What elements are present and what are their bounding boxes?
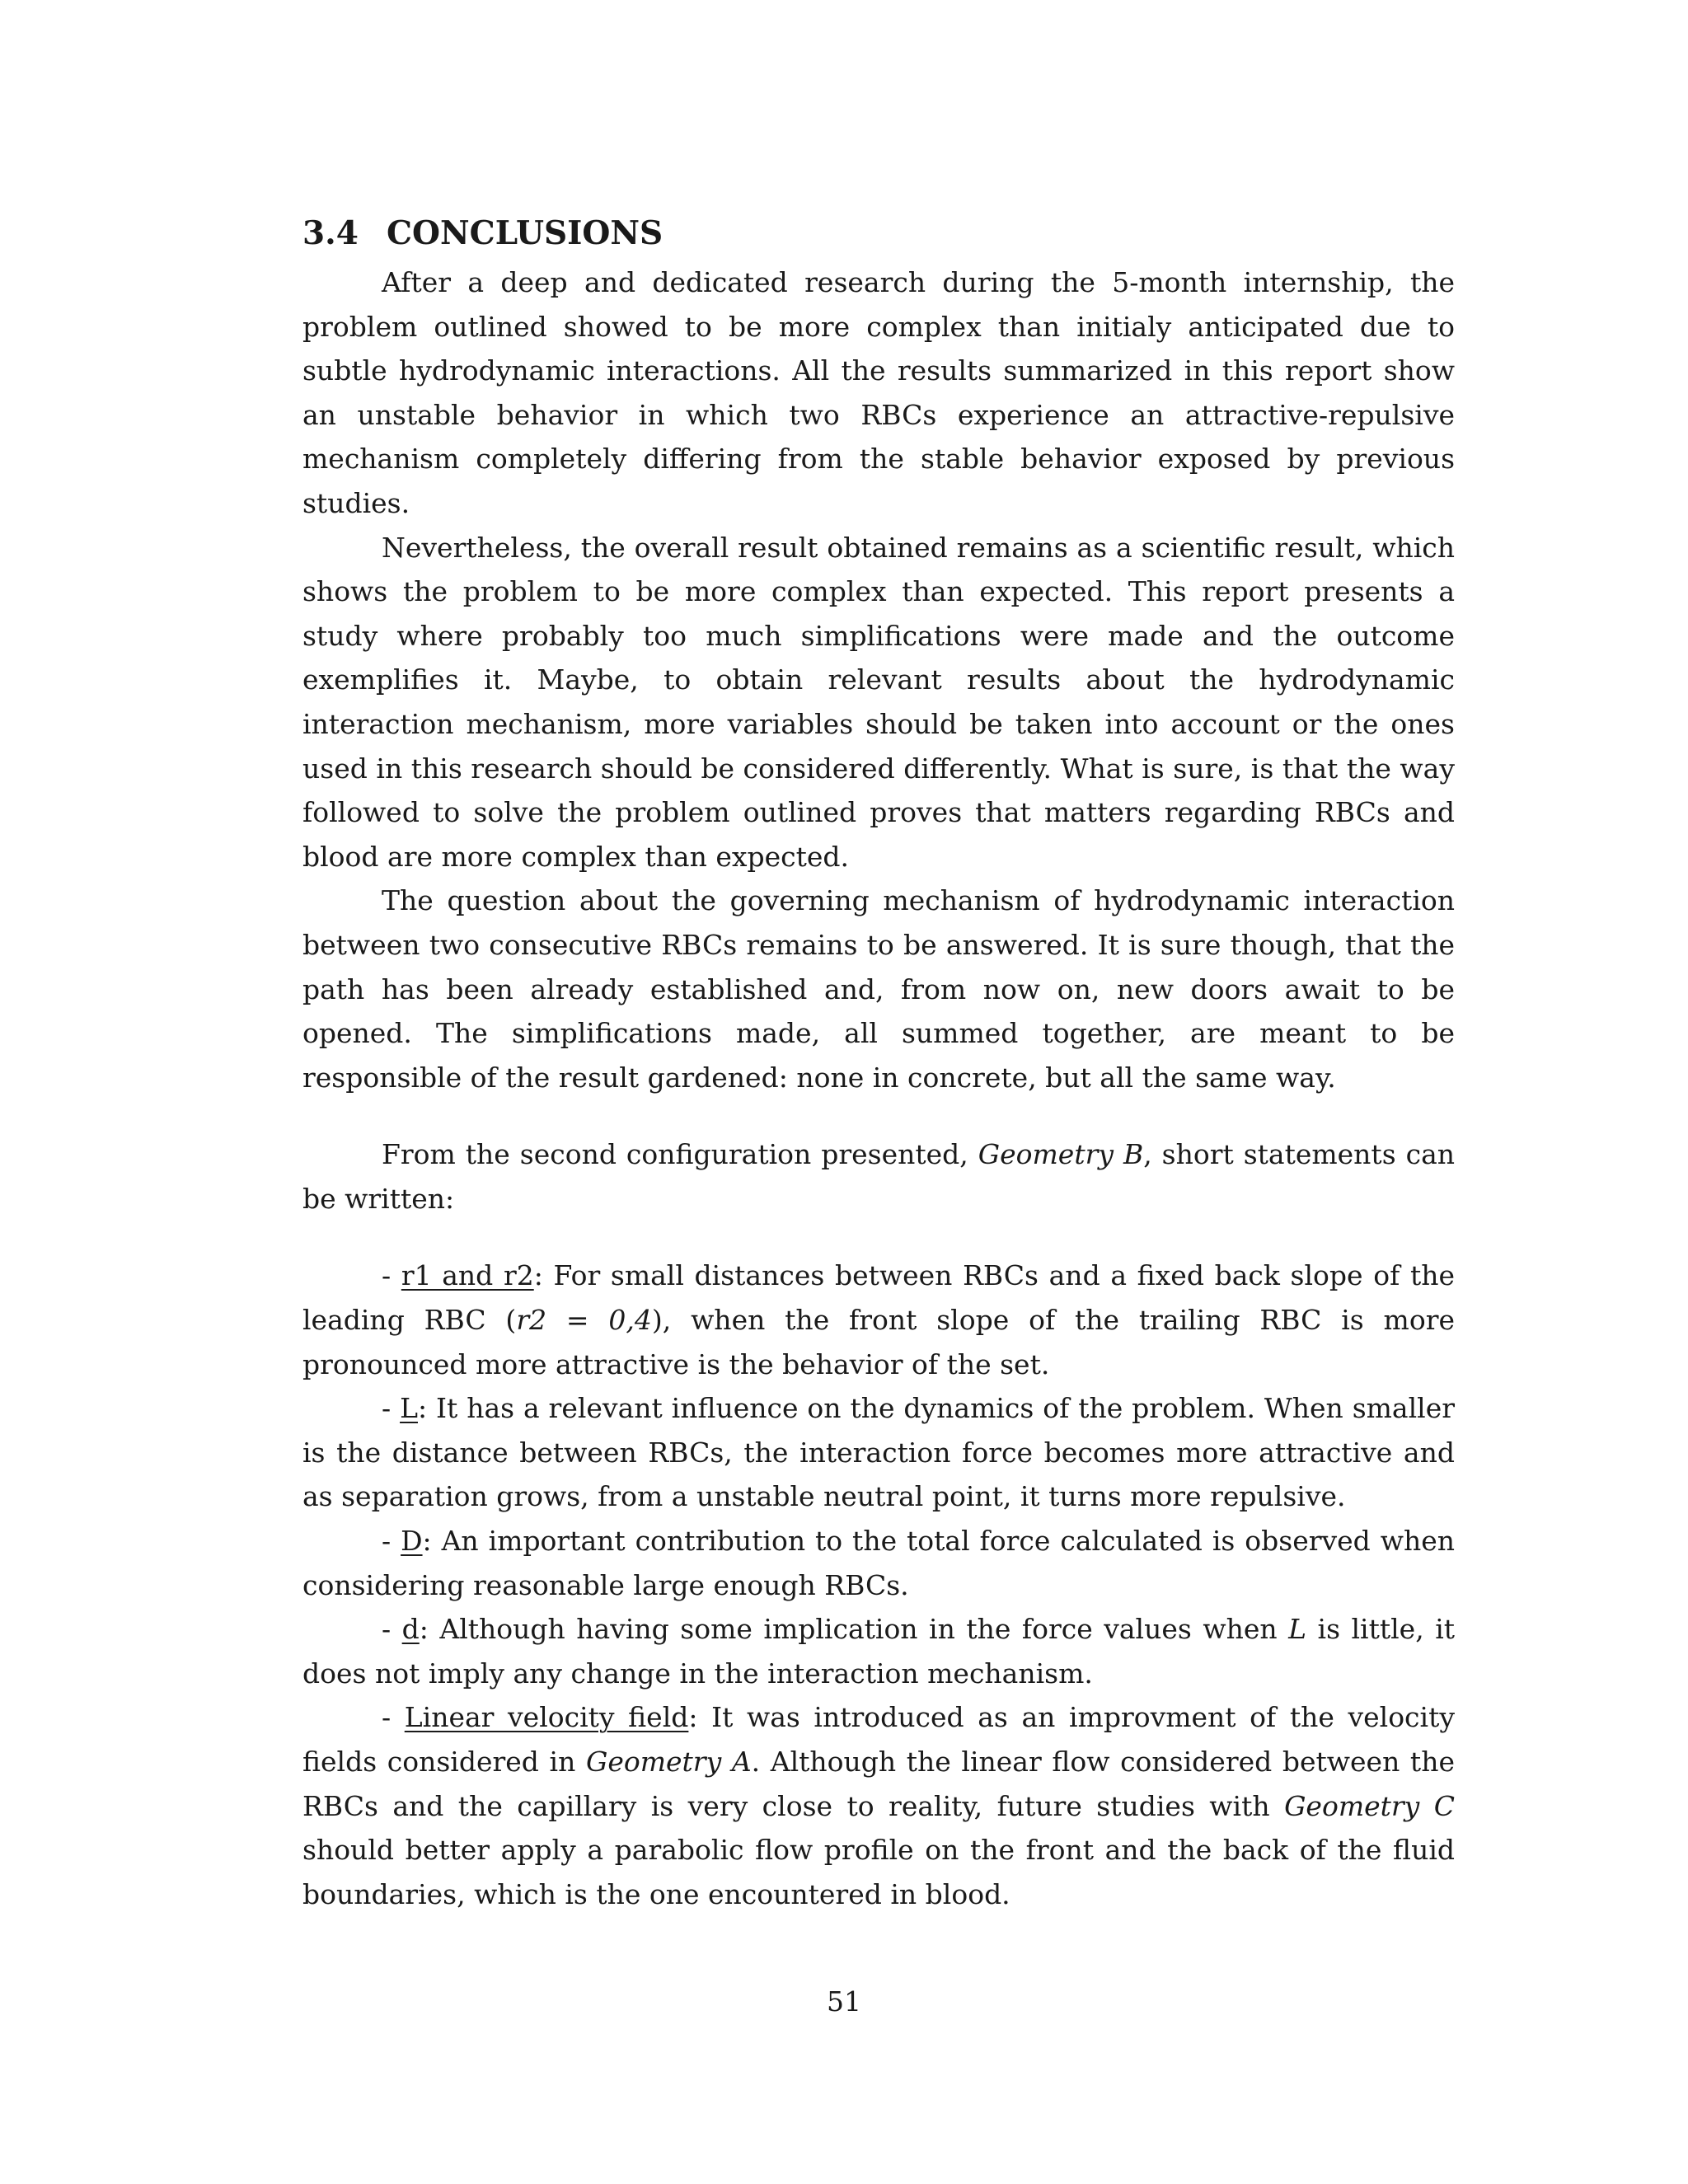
- item-dash: -: [382, 1392, 401, 1425]
- item-text: . Although the linear flow considered between the RBCs and the capillary is very close to reality, future studies with: [302, 1746, 1455, 1822]
- item-label: L: [400, 1392, 418, 1425]
- intro-text-end: , short statements can be written:: [302, 1138, 1455, 1215]
- item-text: : For small distances between RBCs and a fixed back slope of the leading RBC (: [302, 1259, 1455, 1337]
- item-dash: -: [382, 1613, 402, 1646]
- item-dash: -: [382, 1259, 401, 1292]
- item-L: [302, 1386, 1455, 1519]
- section-number: 3.4: [302, 214, 359, 252]
- spacer: [302, 1099, 1455, 1132]
- item-dash: -: [382, 1525, 401, 1558]
- geometry-b-ref: Geometry B: [978, 1138, 1144, 1171]
- paragraph-3: The question about the governing mechanism of hydrodynamic interaction between two consecutive RBCs remains to be answered. It is sure though, that the path has been already established and, from now on, new doors await to be opened. The simplifications made, all summed together, are meant to be responsible of the result gardened: none in concrete, but all the same way.: [302, 884, 1455, 1094]
- item-linear-velocity: [302, 1695, 1455, 1916]
- math-expression: r2 = 0,4: [516, 1304, 652, 1337]
- item-text: : It was introduced as an improvment of the velocity fields considered in: [302, 1701, 1455, 1778]
- item-D: [302, 1519, 1455, 1607]
- paragraph-2: Nevertheless, the overall result obtained remains as a scientific result, which shows the problem to be more complex than expected. This report presents a study where probably too much simplifications were made and the outcome exemplifies it. Maybe, to obtain relevant results about the hydrodynamic interaction mechanism, more variables should be taken into account or the ones used in this research should be considered differently. What is sure, is that the way followed to solve the problem outlined proves that matters regarding RBCs and blood are more complex than expected.: [302, 531, 1455, 873]
- item-label: r1 and r2: [401, 1259, 534, 1292]
- spacer: [302, 1221, 1455, 1254]
- item-d: [302, 1607, 1455, 1695]
- item-text: is little, it does not imply any change in the interaction mechanism.: [302, 1613, 1456, 1690]
- geometry-a-ref: Geometry A: [585, 1746, 752, 1778]
- section-heading: [302, 206, 1455, 260]
- item-text: : It has a relevant influence on the dynamics of the problem. When smaller is the distance between RBCs, the interaction force becomes more attractive and as separation grows, from a unstable neutral point, it turns more repulsive.: [302, 1392, 1456, 1513]
- item-text: : An important contribution to the total force calculated is observed when considering reasonable large enough RBCs.: [302, 1525, 1455, 1601]
- paragraph-1: After a deep and dedicated research during the 5-month internship, the problem outlined showed to be more complex than initialy anticipated due to subtle hydrodynamic interactions. All the results summarized in this report show an unstable behavior in which two RBCs experience an attractive-repulsive mechanism completely differing from the stable behavior exposed by previous studies.: [302, 266, 1455, 519]
- item-text: should better apply a parabolic flow profile on the front and the back of the fluid boundaries, which is the one encountered in blood.: [302, 1834, 1455, 1910]
- page-body: [302, 206, 1455, 1916]
- item-text: ), when the front slope of the trailing RBC is more pronounced more attractive is the behavior of the set.: [302, 1304, 1455, 1380]
- intro-paragraph: [302, 1132, 1455, 1221]
- section-title: CONCLUSIONS: [387, 214, 663, 252]
- intro-text-start: From the second configuration presented,: [382, 1138, 978, 1171]
- item-dash: -: [382, 1701, 405, 1734]
- item-label: d: [401, 1613, 420, 1646]
- item-text: : Although having some implication in the force values when: [419, 1613, 1289, 1646]
- item-label: Linear velocity field: [404, 1701, 689, 1734]
- geometry-c-ref: Geometry C: [1284, 1789, 1456, 1822]
- item-r1-r2: [302, 1254, 1455, 1386]
- math-variable: L: [1288, 1613, 1307, 1646]
- item-label: D: [401, 1525, 423, 1558]
- page-number: 51: [827, 1985, 861, 2018]
